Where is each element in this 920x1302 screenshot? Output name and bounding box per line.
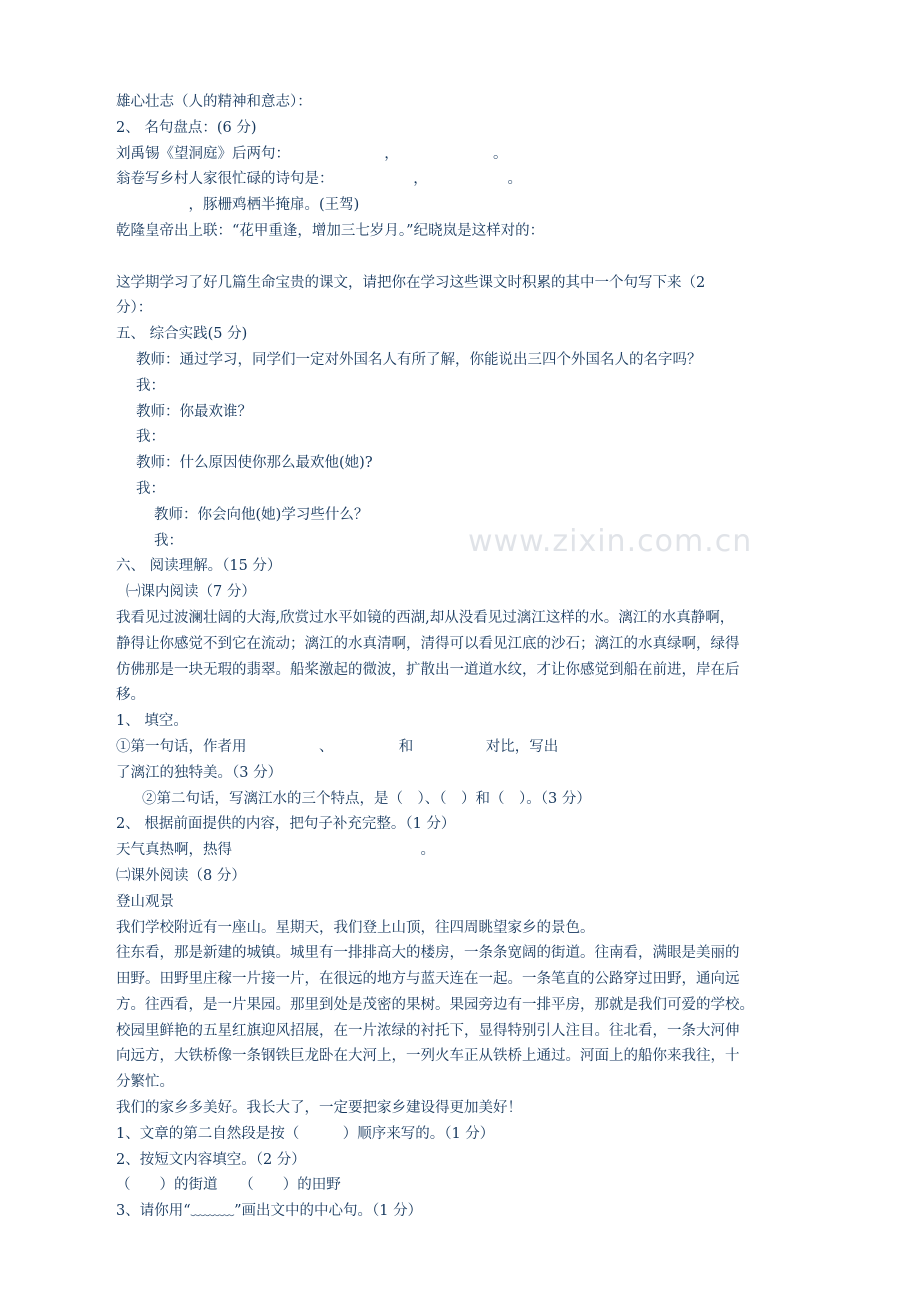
passage-line: 移。 xyxy=(116,687,145,704)
text-line: 乾隆皇帝出上联：“花甲重逢，增加三七岁月。”纪晓岚是这样对的： xyxy=(116,222,545,239)
passage-line: 我看见过波澜壮阔的大海,欣赏过水平如镜的西湖,却从没看见过漓江这样的水。漓江的水真静啊， xyxy=(116,609,735,626)
question-line: ①第一句话，作者用 、 和 对比，写出 xyxy=(116,738,559,755)
text-line: 雄心壮志（人的精神和意志）： xyxy=(116,94,312,110)
dialogue-line: 我： xyxy=(154,532,183,549)
dialogue-line: 教师：什么原因使你那么最欢他(她)? xyxy=(136,455,373,472)
section-heading: 六、 阅读理解。（15 分） xyxy=(116,558,282,575)
subsection-heading: ㈠课内阅读（7 分） xyxy=(126,584,256,601)
dialogue-line: 教师：你最欢谁？ xyxy=(136,403,252,420)
text-line: ，豚栅鸡栖半掩扉。(王驾) xyxy=(116,197,360,214)
dialogue-line: 我： xyxy=(136,429,165,446)
question-line: ②第二句话，写漓江水的三个特点，是（ ）、（ ）和（ ）。（3 分） xyxy=(142,790,591,807)
passage-line: 我们学校附近有一座山。星期天，我们登上山顶，往四周眺望家乡的景色。 xyxy=(116,919,595,936)
question-heading: 1、 填空。 xyxy=(116,713,188,730)
passage-line: 我们的家乡多美好。我长大了，一定要把家乡建设得更加美好！ xyxy=(116,1100,522,1117)
dialogue-line: 教师：通过学习，同学们一定对外国名人有所了解，你能说出三四个外国名人的名字吗？ xyxy=(136,351,702,368)
section-heading: 五、 综合实践(5 分) xyxy=(116,326,248,343)
dialogue-line: 我： xyxy=(136,377,165,394)
document-body xyxy=(116,90,816,1225)
question-line: 天气真热啊，热得 。 xyxy=(116,842,435,859)
text-line: 分）： xyxy=(116,300,153,317)
passage-line: 仿佛那是一块无瑕的翡翠。船桨激起的微波，扩散出一道道水纹，才让你感觉到船在前进，岸在后 xyxy=(116,661,740,678)
question-line: 了漓江的独特美。（3 分） xyxy=(116,764,283,781)
watermark: www.zixin.com.cn xyxy=(468,524,753,559)
passage-line: 校园里鲜艳的五星红旗迎风招展，在一片浓绿的衬托下，显得特别引人注目。往北看，一条大河伸 xyxy=(116,1022,740,1039)
question-heading: 2、 根据前面提供的内容，把句子补充完整。（1 分） xyxy=(116,816,456,833)
passage-line: 静得让你感觉不到它在流动；漓江的水真清啊，清得可以看见江底的沙石；漓江的水真绿啊，绿得 xyxy=(116,635,740,652)
blank-line xyxy=(116,245,816,271)
passage-line: 往东看，那是新建的城镇。城里有一排排高大的楼房，一条条宽阔的街道。往南看，满眼是美丽的 xyxy=(116,945,740,962)
text-line: 这学期学习了好几篇生命宝贵的课文，请把你在学习这些课文时积累的其中一个句写下来（2 xyxy=(116,274,706,291)
passage-title: 登山观景 xyxy=(116,893,174,910)
text-line: 刘禹锡《望洞庭》后两句： ， 。 xyxy=(116,145,508,162)
text-line: 翁卷写乡村人家很忙碌的诗句是： ， 。 xyxy=(116,171,522,188)
question-heading: 2、 名句盘点：(6 分) xyxy=(116,119,257,136)
dialogue-line: 我： xyxy=(136,480,165,497)
passage-line: 向远方，大铁桥像一条钢铁巨龙卧在大河上，一列火车正从铁桥上通过。河面上的船你来我往，十 xyxy=(116,1048,740,1065)
question-line: 3、请你用“﹏﹏﹏”画出文中的中心句。（1 分） xyxy=(116,1203,423,1220)
passage-line: 分繁忙。 xyxy=(116,1074,174,1091)
passage-line: 方。往西看，是一片果园。那里到处是茂密的果树。果园旁边有一排平房，那就是我们可爱的学校。 xyxy=(116,996,754,1013)
question-line: 1、文章的第二自然段是按（ ）顺序来写的。（1 分） xyxy=(116,1125,495,1142)
dialogue-line: 教师：你会向他(她)学习些什么？ xyxy=(154,506,369,523)
subsection-heading: ㈡课外阅读（8 分） xyxy=(116,867,246,884)
passage-line: 田野。田野里庄稼一片接一片，在很远的地方与蓝天连在一起。一条笔直的公路穿过田野，通向远 xyxy=(116,971,740,988)
question-line: （ ）的街道 （ ）的田野 xyxy=(116,1177,341,1194)
question-line: 2、按短文内容填空。（2 分） xyxy=(116,1151,306,1168)
